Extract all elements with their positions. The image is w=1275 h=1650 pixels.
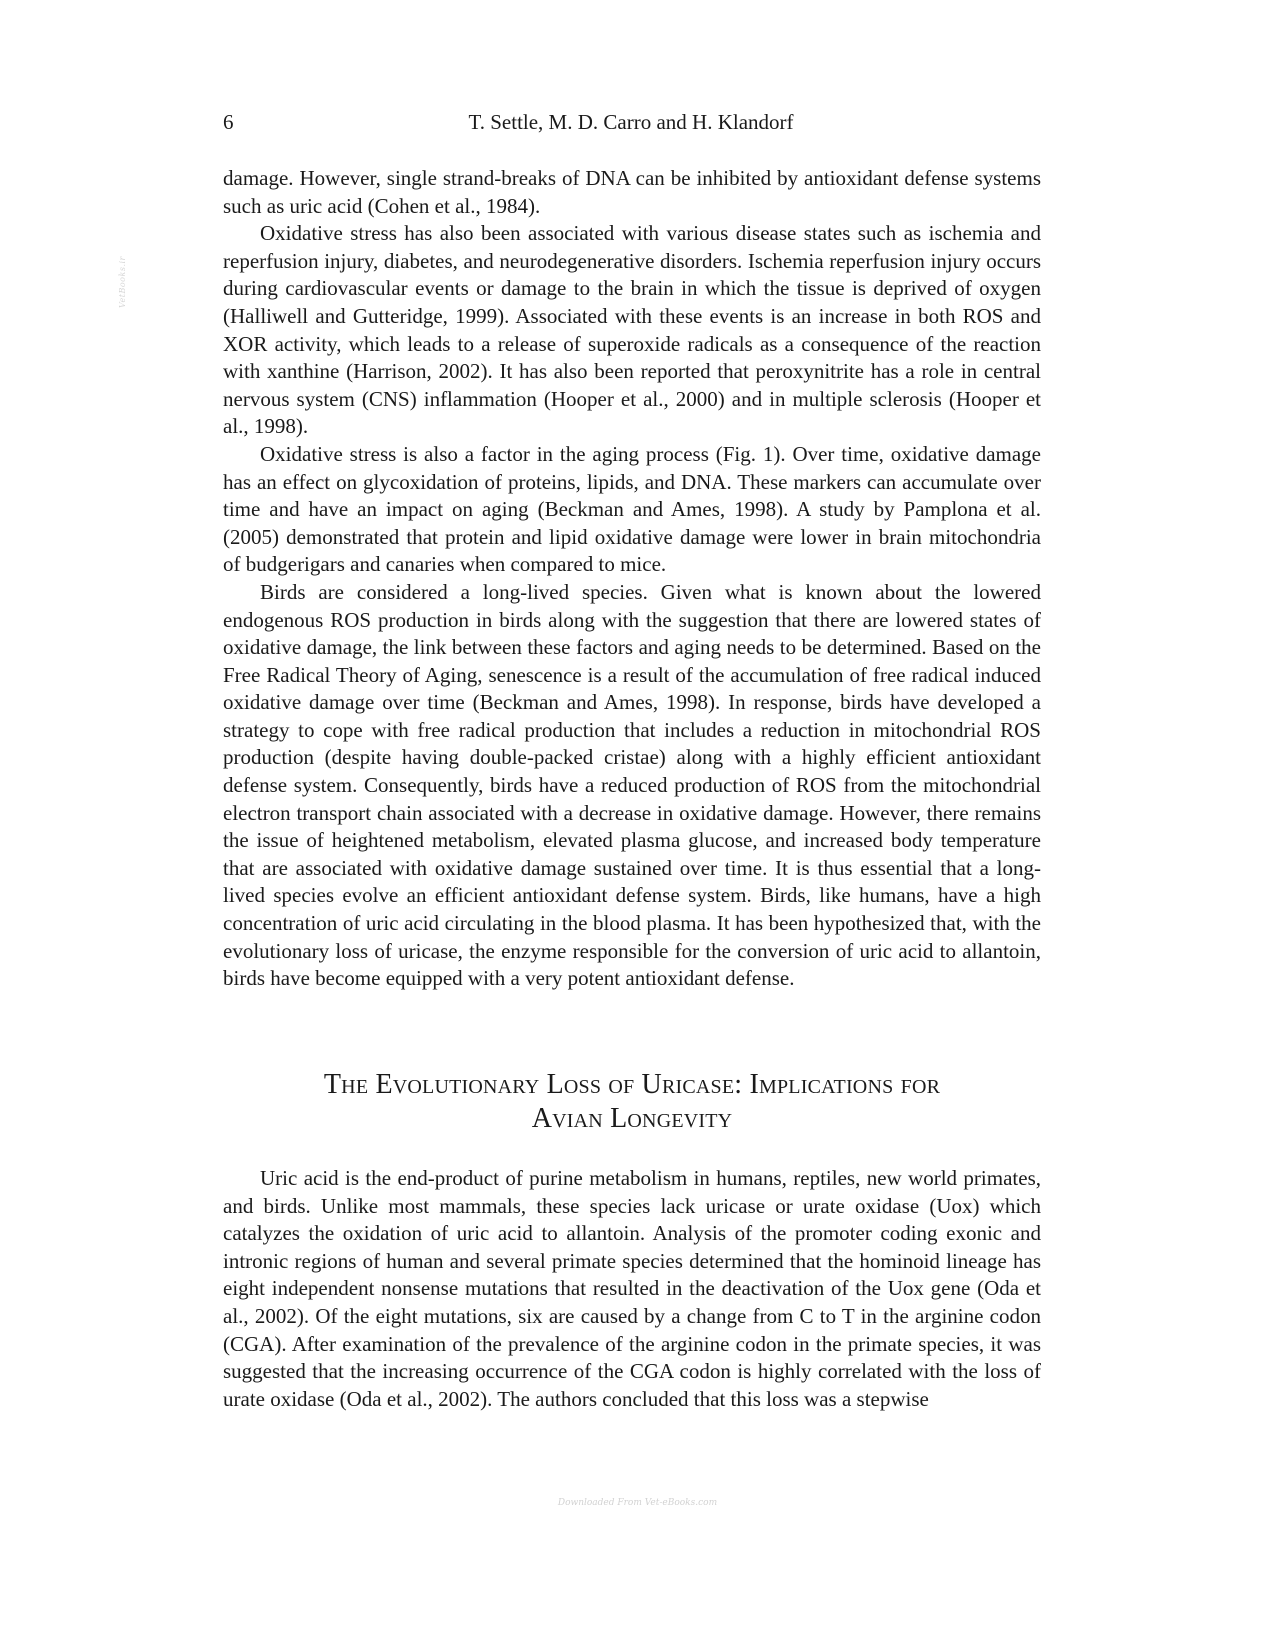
section-heading-line-1: The Evolutionary Loss of Uricase: Implications for <box>323 1069 941 1100</box>
section-heading <box>223 1068 1041 1136</box>
paragraph-uric-acid: Uric acid is the end-product of purine metabolism in humans, reptiles, new world primates, and birds. Unlike most mammals, these species lack uricase or urate oxidase (Uox) which catalyzes the oxidation of uric acid to allantoin. Analysis of the promoter coding exonic and intronic regions of human and several primate species determined that the hominoid lineage has eight independent nonsense mutations that resulted in the deactivation of the Uox gene (Oda et al., 2002). Of the eight mutations, six are caused by a change from C to T in the arginine codon (CGA). After examination of the prevalence of the arginine codon in the primate species, it was suggested that the increasing occurrence of the CGA codon is highly correlated with the loss of urate oxidase (Oda et al., 2002). The authors concluded that this loss was a stepwise <box>223 1166 1041 1411</box>
section-heading-line-2: Avian Longevity <box>531 1103 733 1134</box>
side-watermark: VetBooks.ir <box>118 256 127 308</box>
body-text-section-2 <box>223 1165 1041 1413</box>
page-header <box>223 106 1039 138</box>
paragraph-oxidative-stress-aging: Oxidative stress is also a factor in the aging process (Fig. 1). Over time, oxidative damage has an effect on glycoxidation of proteins, lipids, and DNA. These markers can accumulate over time and have an impact on aging (Beckman and Ames, 1998). A study by Pamplona et al. (2005) demonstrated that protein and lipid oxidative damage were lower in brain mitochondria of budgerigars and canaries when compared to mice. <box>223 441 1041 577</box>
footer-watermark: Downloaded From Vet-eBooks.com <box>557 1498 718 1508</box>
running-head: T. Settle, M. D. Carro and H. Klandorf <box>468 110 794 134</box>
paragraph-oxidative-stress-disease: Oxidative stress has also been associated with various disease states such as ischemia and reperfusion injury, diabetes, and neurodegenerative disorders. Ischemia reperfusion injury occurs during cardiovascular events or damage to the brain in which the tissue is deprived of oxygen (Halliwell and Gutteridge, 1999). Associated with these events is an increase in both ROS and XOR activity, which leads to a release of superoxide radicals as a consequence of the reaction with xanthine (Harrison, 2002). It has also been reported that peroxynitrite has a role in central nervous system (CNS) inflammation (Hooper et al., 2000) and in multiple sclerosis (Hooper et al., 1998). <box>223 221 1041 439</box>
paragraph-continued: damage. However, single strand-breaks of DNA can be inhibited by antioxidant defense systems such as uric acid (Cohen et al., 1984). <box>223 166 1041 218</box>
body-text-section-1 <box>223 165 1041 993</box>
page-number: 6 <box>223 110 234 134</box>
paragraph-birds-long-lived: Birds are considered a long-lived species. Given what is known about the lowered endogenous ROS production in birds along with the suggestion that there are lowered states of oxidative damage, the link between these factors and aging needs to be determined. Based on the Free Radical Theory of Aging, senescence is a result of the accumulation of free radical induced oxidative damage over time (Beckman and Ames, 1998). In response, birds have developed a strategy to cope with free radical production that includes a reduction in mitochondrial ROS production (despite having double-packed cristae) along with a highly efficient antioxidant defense system. Consequently, birds have a reduced production of ROS from the mitochondrial electron transport chain associated with a decrease in oxidative damage. However, there remains the issue of heightened metabolism, elevated plasma glucose, and increased body temperature that are associated with oxidative damage sustained over time. It is thus essential that a long-lived species evolve an efficient antioxidant defense system. Birds, like humans, have a high concentration of uric acid circulating in the blood plasma. It has been hypothesized that, with the evolutionary loss of uricase, the enzyme responsible for the conversion of uric acid to allantoin, birds have become equipped with a very potent antioxidant defense. <box>223 579 1041 991</box>
